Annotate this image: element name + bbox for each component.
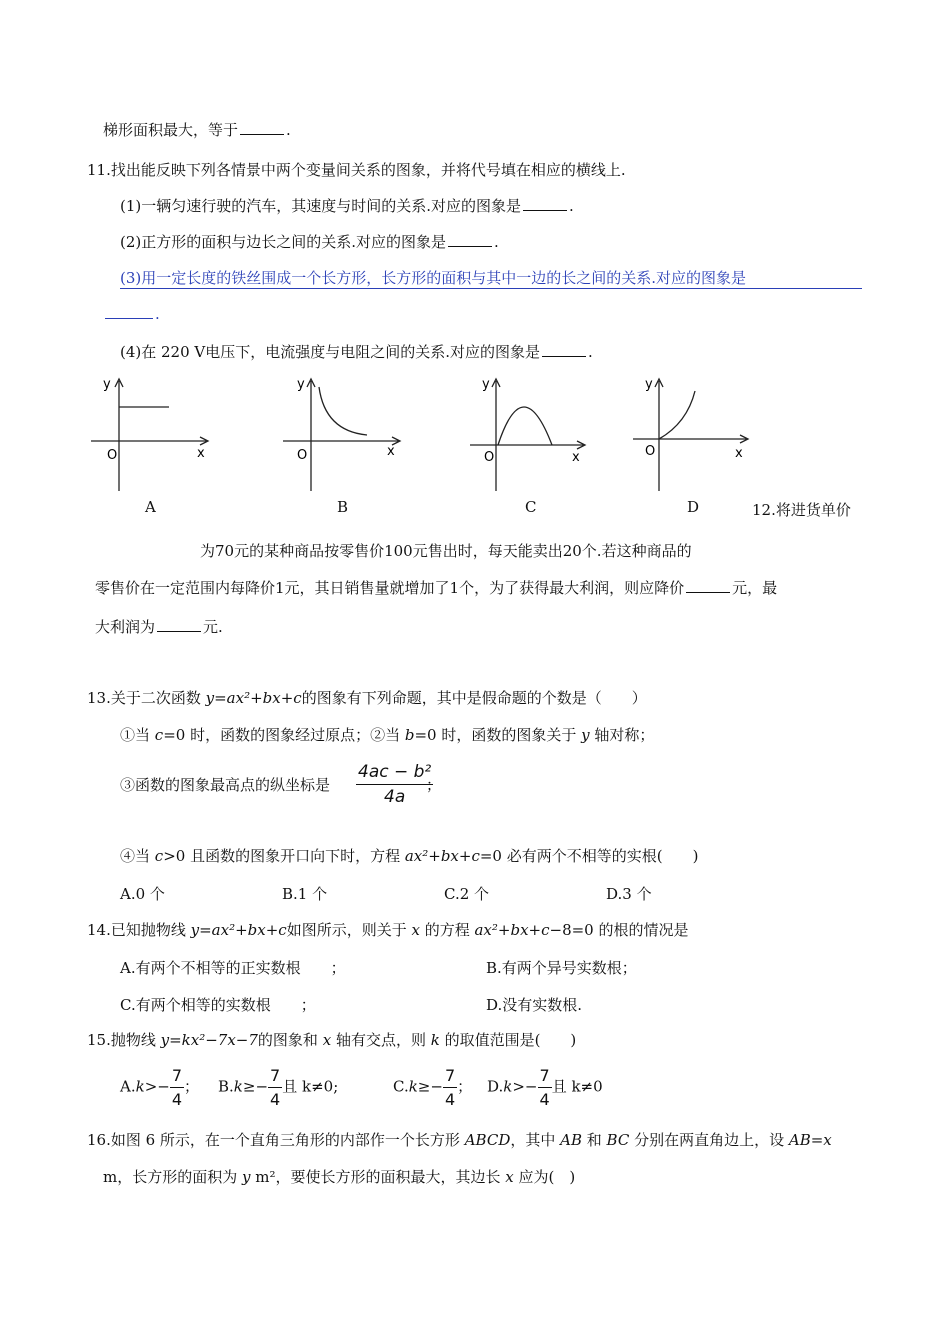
q11-item-1: (1)一辆匀速行驶的汽车，其速度与时间的关系.对应的图象是 . <box>120 197 574 215</box>
origin-label: O <box>297 448 308 463</box>
graph-c <box>466 373 596 498</box>
fraction-4ac-b2-over-4a: $\frac{\text{4ac − b²}}{4a}$ <box>358 762 432 807</box>
q11-item-4: (4)在 220 V电压下，电流强度与电阻之间的关系.对应的图象是 . <box>120 343 593 361</box>
answer-blank[interactable] <box>686 578 730 593</box>
semicolon: ； <box>426 776 442 794</box>
curve <box>659 391 695 439</box>
q15-option-c[interactable]: C.k≥− $\frac{7}{4}$ ； <box>393 1066 473 1109</box>
q13-statement-3: ③函数的图象最高点的纵坐标是 <box>120 776 331 794</box>
answer-blank[interactable] <box>542 342 586 357</box>
graph-b <box>277 373 407 498</box>
q13-stem: 13.关于二次函数 y=ax²+bx+c的图象有下列命题，其中是假命题的个数是（ ） <box>87 689 647 707</box>
q14-stem: 14.已知抛物线 y=ax²+bx+c如图所示，则关于 x 的方程 ax²+bx+c−8=0 的根的情况是 <box>87 921 689 939</box>
q14-option-d[interactable]: D.没有实数根. <box>486 996 583 1014</box>
q12-line-4: 大利润为 元. <box>95 618 223 636</box>
q13-option-b[interactable]: B.1 个 <box>282 885 328 903</box>
q13-option-c[interactable]: C.2 个 <box>444 885 490 903</box>
graph-d <box>629 373 759 498</box>
q14-option-b[interactable]: B.有两个异号实数根； <box>486 959 637 977</box>
graph-d-label: D <box>687 498 700 516</box>
q15-option-b[interactable]: B.k≥− $\frac{7}{4}$ 且 k≠0; <box>218 1066 339 1109</box>
q12-line-2: 为70元的某种商品按零售价100元售出时，每天能卖出20个.若这种商品的 <box>200 542 692 560</box>
q15-stem: 15.抛物线 y=kx²−7x−7的图象和 x 轴有交点，则 k 的取值范围是( ) <box>87 1031 577 1049</box>
graph-a <box>85 373 215 498</box>
origin-label: O <box>645 444 656 459</box>
axis-x-label: x <box>572 450 580 465</box>
q13-statement-1-2: ①当 c=0 时，函数的图象经过原点；②当 b=0 时，函数的图象关于 y 轴对称； <box>120 726 655 744</box>
q15-option-d[interactable]: D.k>− $\frac{7}{4}$ 且 k≠0 <box>487 1066 603 1109</box>
q14-option-a[interactable]: A.有两个不相等的正实数根 ； <box>120 959 346 977</box>
q11-item-3-blank: . <box>103 304 160 324</box>
q13-option-a[interactable]: A.0 个 <box>120 885 165 903</box>
q13-option-d[interactable]: D.3 个 <box>606 885 652 903</box>
curve <box>319 387 367 435</box>
q11-stem: 11.找出能反映下列各情景中两个变量间关系的图象，并将代号填在相应的横线上. <box>87 161 626 179</box>
graph-c-label: C <box>525 498 537 516</box>
q10-tail: 梯形面积最大，等于 . <box>103 121 291 139</box>
answer-blank[interactable] <box>240 120 284 135</box>
answer-blank[interactable] <box>157 617 201 632</box>
q16-line-2: m，长方形的面积为 y m²，要使长方形的面积最大，其边长 x 应为( ) <box>103 1168 576 1186</box>
q11-item-2: (2)正方形的面积与边长之间的关系.对应的图象是 . <box>120 233 499 251</box>
answer-blank[interactable] <box>105 304 153 319</box>
axis-x-label: x <box>387 444 395 459</box>
q12-start: 12.将进货单价 <box>752 501 851 519</box>
q13-statement-4: ④当 c>0 且函数的图象开口向下时，方程 ax²+bx+c=0 必有两个不相等的实根( ) <box>120 847 699 865</box>
axis-y-label: y <box>482 377 490 392</box>
answer-blank[interactable] <box>448 232 492 247</box>
q11-item-3-link[interactable]: (3)用一定长度的铁丝围成一个长方形，长方形的面积与其中一边的长之间的关系.对应的图象是 <box>120 269 747 287</box>
origin-label: O <box>107 448 118 463</box>
axis-y-label: y <box>297 377 305 392</box>
q12-line-3: 零售价在一定范围内每降价1元，其日销售量就增加了1个，为了获得最大利润，则应降价 元，最 <box>95 579 778 597</box>
axis-y-label: y <box>645 377 653 392</box>
q15-option-a[interactable]: A.k>− $\frac{7}{4}$ ； <box>120 1066 200 1109</box>
axis-x-label: x <box>197 446 205 461</box>
q14-option-c[interactable]: C.有两个相等的实数根 ； <box>120 996 316 1014</box>
q16-line-1: 16.如图 6 所示，在一个直角三角形的内部作一个长方形 ABCD，其中 AB 和 BC 分别在两直角边上，设 AB=x <box>87 1131 832 1149</box>
graph-b-label: B <box>337 498 349 516</box>
graph-a-label: A <box>145 498 156 516</box>
answer-blank[interactable] <box>523 196 567 211</box>
curve <box>498 407 552 445</box>
axis-y-label: y <box>103 377 111 392</box>
axis-x-label: x <box>735 446 743 461</box>
link-underline <box>120 288 862 289</box>
origin-label: O <box>484 450 495 465</box>
